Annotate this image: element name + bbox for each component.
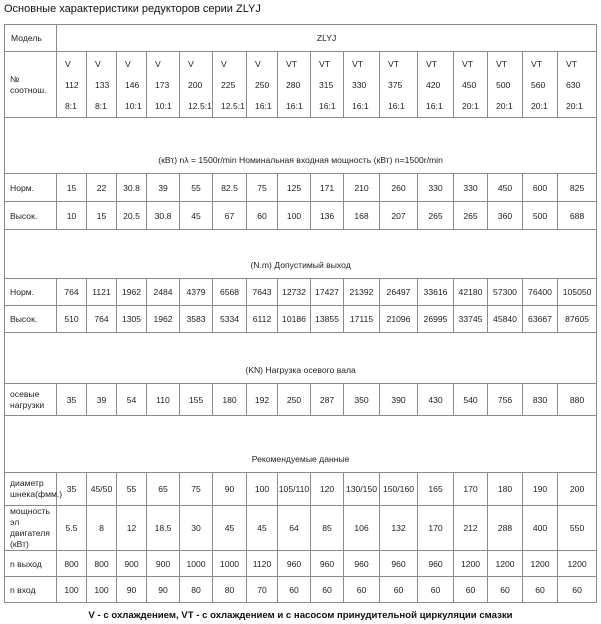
- table-cell: 800: [87, 551, 117, 577]
- table-cell: 33616: [418, 279, 454, 306]
- model-size: 280: [286, 79, 301, 90]
- table-cell: 17115: [344, 306, 380, 333]
- table-cell: 60: [488, 577, 523, 603]
- table-cell: 212: [454, 506, 488, 551]
- model-size: 225: [221, 79, 236, 90]
- model-ratio: 12.5:1: [188, 100, 212, 111]
- table-cell: 132: [380, 506, 418, 551]
- table-cell: 105/110: [278, 473, 311, 506]
- table-cell: 125: [278, 174, 311, 202]
- spec-table: [4, 24, 597, 603]
- table-cell: 80: [180, 577, 213, 603]
- model-size: 112: [65, 79, 79, 90]
- table-cell: 45840: [488, 306, 523, 333]
- table-cell: 110: [147, 384, 180, 416]
- table-cell: 1000: [180, 551, 213, 577]
- model-ratio: 10:1: [125, 100, 142, 111]
- table-cell: 60: [380, 577, 418, 603]
- table-cell: 960: [311, 551, 344, 577]
- model-cell: [523, 52, 558, 118]
- table-cell: 105050: [558, 279, 597, 306]
- model-ratio: 16:1: [352, 100, 369, 111]
- table-cell: 756: [488, 384, 523, 416]
- table-cell: 180: [213, 384, 247, 416]
- model-cell: [380, 52, 418, 118]
- model-cell: [488, 52, 523, 118]
- table-cell: 33745: [454, 306, 488, 333]
- table-cell: 800: [57, 551, 87, 577]
- table-cell: 18.5: [147, 506, 180, 551]
- model-size: 450: [462, 79, 477, 90]
- model-type: V: [95, 58, 101, 69]
- table-cell: 136: [311, 202, 344, 230]
- table-cell: 1200: [523, 551, 558, 577]
- section-torque: (N.m) Допустимый выход: [5, 230, 597, 279]
- table-cell: 10186: [278, 306, 311, 333]
- table-cell: 155: [180, 384, 213, 416]
- model-type: V: [125, 58, 131, 69]
- table-cell: 75: [180, 473, 213, 506]
- model-ratio: 12.5:1: [221, 100, 245, 111]
- table-row: [5, 577, 597, 603]
- table-cell: 13855: [311, 306, 344, 333]
- table-cell: 764: [87, 306, 117, 333]
- table-row: [5, 384, 597, 416]
- table-cell: 64: [278, 506, 311, 551]
- row-label: n вход: [5, 577, 57, 603]
- table-cell: 1962: [117, 279, 147, 306]
- table-cell: 390: [380, 384, 418, 416]
- table-cell: 35: [57, 473, 87, 506]
- table-cell: 265: [418, 202, 454, 230]
- model-cell: [247, 52, 278, 118]
- row-label: Высок.: [5, 306, 57, 333]
- section-axial-row: [5, 333, 597, 384]
- table-cell: 168: [344, 202, 380, 230]
- table-cell: 880: [558, 384, 597, 416]
- model-size: 630: [566, 79, 581, 90]
- table-cell: 21096: [380, 306, 418, 333]
- section-power-row: [5, 118, 597, 174]
- model-cell: [117, 52, 147, 118]
- table-cell: 100: [247, 473, 278, 506]
- table-cell: 1200: [454, 551, 488, 577]
- table-cell: 900: [117, 551, 147, 577]
- model-size: 500: [496, 79, 511, 90]
- table-cell: 7643: [247, 279, 278, 306]
- model-ratio: 16:1: [286, 100, 303, 111]
- table-cell: 1000: [213, 551, 247, 577]
- table-cell: 100: [57, 577, 87, 603]
- table-cell: 15: [57, 174, 87, 202]
- model-ratio: 16:1: [255, 100, 272, 111]
- table-cell: 6568: [213, 279, 247, 306]
- table-cell: 260: [380, 174, 418, 202]
- table-cell: 60: [558, 577, 597, 603]
- model-type: VT: [426, 58, 437, 69]
- table-cell: 70: [247, 577, 278, 603]
- table-cell: 8: [87, 506, 117, 551]
- table-row: [5, 202, 597, 230]
- table-cell: 87605: [558, 306, 597, 333]
- model-ratio: 16:1: [388, 100, 405, 111]
- section-torque-row: [5, 230, 597, 279]
- table-cell: 60: [278, 577, 311, 603]
- model-ratio: 8:1: [95, 100, 107, 111]
- model-row: [5, 52, 597, 118]
- table-cell: 26497: [380, 279, 418, 306]
- table-cell: 55: [180, 174, 213, 202]
- header-model-row: [5, 25, 597, 52]
- table-cell: 171: [311, 174, 344, 202]
- table-cell: 45: [213, 506, 247, 551]
- table-cell: 450: [488, 174, 523, 202]
- model-ratio: 20:1: [496, 100, 513, 111]
- table-cell: 150/160: [380, 473, 418, 506]
- model-ratio: 16:1: [426, 100, 443, 111]
- table-cell: 26995: [418, 306, 454, 333]
- table-row: [5, 174, 597, 202]
- table-cell: 350: [344, 384, 380, 416]
- table-cell: 688: [558, 202, 597, 230]
- model-type: VT: [388, 58, 399, 69]
- table-row: [5, 551, 597, 577]
- table-cell: 22: [87, 174, 117, 202]
- table-cell: 12732: [278, 279, 311, 306]
- table-cell: 60: [344, 577, 380, 603]
- section-recommended: Рекомендуемые данные: [5, 416, 597, 473]
- table-cell: 165: [418, 473, 454, 506]
- table-cell: 288: [488, 506, 523, 551]
- model-cell: [147, 52, 180, 118]
- table-cell: 287: [311, 384, 344, 416]
- model-cell: [180, 52, 213, 118]
- table-row: [5, 473, 597, 506]
- model-type: VT: [531, 58, 542, 69]
- table-cell: 500: [523, 202, 558, 230]
- table-cell: 900: [147, 551, 180, 577]
- table-cell: 1962: [147, 306, 180, 333]
- model-label: Модель: [5, 25, 57, 52]
- model-size: 133: [95, 79, 110, 90]
- table-cell: 17427: [311, 279, 344, 306]
- model-cell: [278, 52, 311, 118]
- table-cell: 170: [418, 506, 454, 551]
- table-cell: 250: [278, 384, 311, 416]
- table-cell: 180: [488, 473, 523, 506]
- table-cell: 85: [311, 506, 344, 551]
- table-cell: 192: [247, 384, 278, 416]
- row-label: Норм.: [5, 279, 57, 306]
- table-cell: 45: [180, 202, 213, 230]
- row-label: диаметр шнека(фмм.): [5, 473, 57, 506]
- table-cell: 60: [247, 202, 278, 230]
- table-cell: 1200: [558, 551, 597, 577]
- table-cell: 100: [87, 577, 117, 603]
- table-cell: 90: [213, 473, 247, 506]
- table-cell: 3583: [180, 306, 213, 333]
- table-cell: 120: [311, 473, 344, 506]
- table-cell: 207: [380, 202, 418, 230]
- table-cell: 100: [278, 202, 311, 230]
- table-cell: 825: [558, 174, 597, 202]
- table-row: [5, 279, 597, 306]
- table-cell: 21392: [344, 279, 380, 306]
- table-row: [5, 506, 597, 551]
- table-cell: 54: [117, 384, 147, 416]
- table-cell: 5334: [213, 306, 247, 333]
- table-cell: 170: [454, 473, 488, 506]
- row-label: n выход: [5, 551, 57, 577]
- table-cell: 42180: [454, 279, 488, 306]
- model-type: V: [65, 58, 71, 69]
- model-ratio: 20:1: [531, 100, 548, 111]
- ratio-label: № соотнош.: [5, 52, 57, 118]
- table-cell: 960: [344, 551, 380, 577]
- model-size: 330: [352, 79, 367, 90]
- table-cell: 15: [87, 202, 117, 230]
- row-label: мощность эл двигателя (кВт): [5, 506, 57, 551]
- footer-note: V - с охлаждением, VT - с охлаждением и с насосом принудительной циркуляции смазки: [88, 610, 513, 621]
- model-type: VT: [462, 58, 473, 69]
- table-cell: 90: [147, 577, 180, 603]
- table-row: [5, 306, 597, 333]
- model-cell: [558, 52, 597, 118]
- table-cell: 90: [117, 577, 147, 603]
- table-cell: 550: [558, 506, 597, 551]
- table-cell: 1120: [247, 551, 278, 577]
- model-type: VT: [319, 58, 330, 69]
- table-cell: 400: [523, 506, 558, 551]
- table-cell: 830: [523, 384, 558, 416]
- table-cell: 60: [454, 577, 488, 603]
- table-cell: 65: [147, 473, 180, 506]
- table-cell: 80: [213, 577, 247, 603]
- table-cell: 45: [247, 506, 278, 551]
- table-cell: 430: [418, 384, 454, 416]
- table-cell: 4379: [180, 279, 213, 306]
- model-ratio: 10:1: [155, 100, 172, 111]
- table-cell: 30.8: [117, 174, 147, 202]
- model-size: 420: [426, 79, 441, 90]
- table-cell: 1305: [117, 306, 147, 333]
- section-power: (кВт) nλ = 1500r/min Номинальная входная мощность (кВт) n=1500r/min: [5, 118, 597, 174]
- table-cell: 60: [523, 577, 558, 603]
- model-ratio: 20:1: [462, 100, 479, 111]
- table-cell: 130/150: [344, 473, 380, 506]
- table-cell: 39: [87, 384, 117, 416]
- table-cell: 55: [117, 473, 147, 506]
- model-type: VT: [566, 58, 577, 69]
- model-cell: [57, 52, 87, 118]
- table-cell: 6112: [247, 306, 278, 333]
- table-cell: 30.8: [147, 202, 180, 230]
- model-size: 315: [319, 79, 334, 90]
- model-size: 560: [531, 79, 546, 90]
- model-size: 173: [155, 79, 170, 90]
- page-title: Основные характеристики редукторов серии ZLYJ: [4, 3, 261, 15]
- table-cell: 5.5: [57, 506, 87, 551]
- table-cell: 510: [57, 306, 87, 333]
- model-size: 375: [388, 79, 403, 90]
- model-type: V: [188, 58, 194, 69]
- table-cell: 12: [117, 506, 147, 551]
- table-cell: 30: [180, 506, 213, 551]
- table-cell: 60: [311, 577, 344, 603]
- row-label: Норм.: [5, 174, 57, 202]
- table-cell: 960: [418, 551, 454, 577]
- model-ratio: 20:1: [566, 100, 583, 111]
- row-label: осевые нагрузки: [5, 384, 57, 416]
- table-cell: 210: [344, 174, 380, 202]
- table-cell: 330: [454, 174, 488, 202]
- table-cell: 76400: [523, 279, 558, 306]
- table-cell: 20.5: [117, 202, 147, 230]
- model-cell: [87, 52, 117, 118]
- table-cell: 67: [213, 202, 247, 230]
- model-cell: [344, 52, 380, 118]
- model-size: 250: [255, 79, 270, 90]
- series-name: ZLYJ: [57, 25, 597, 52]
- table-cell: 60: [418, 577, 454, 603]
- model-type: V: [155, 58, 161, 69]
- table-cell: 190: [523, 473, 558, 506]
- model-type: V: [221, 58, 227, 69]
- table-cell: 330: [418, 174, 454, 202]
- table-cell: 57300: [488, 279, 523, 306]
- model-type: VT: [496, 58, 507, 69]
- model-cell: [311, 52, 344, 118]
- section-axial: (KN) Нагрузка осевого вала: [5, 333, 597, 384]
- table-cell: 200: [558, 473, 597, 506]
- table-cell: 63667: [523, 306, 558, 333]
- table-cell: 360: [488, 202, 523, 230]
- table-cell: 265: [454, 202, 488, 230]
- table-cell: 82.5: [213, 174, 247, 202]
- section-recommended-row: [5, 416, 597, 473]
- row-label: Высок.: [5, 202, 57, 230]
- table-cell: 600: [523, 174, 558, 202]
- model-type: VT: [352, 58, 363, 69]
- table-cell: 764: [57, 279, 87, 306]
- table-cell: 2484: [147, 279, 180, 306]
- model-type: VT: [286, 58, 297, 69]
- table-cell: 35: [57, 384, 87, 416]
- model-cell: [454, 52, 488, 118]
- model-size: 146: [125, 79, 140, 90]
- table-cell: 75: [247, 174, 278, 202]
- model-ratio: 8:1: [65, 100, 77, 111]
- table-cell: 39: [147, 174, 180, 202]
- table-cell: 960: [278, 551, 311, 577]
- table-cell: 540: [454, 384, 488, 416]
- model-cell: [213, 52, 247, 118]
- table-cell: 106: [344, 506, 380, 551]
- model-ratio: 16:1: [319, 100, 336, 111]
- model-size: 200: [188, 79, 203, 90]
- table-cell: 1200: [488, 551, 523, 577]
- table-cell: 1121: [87, 279, 117, 306]
- table-cell: 10: [57, 202, 87, 230]
- table-cell: 960: [380, 551, 418, 577]
- model-type: V: [255, 58, 261, 69]
- table-cell: 45/50: [87, 473, 117, 506]
- model-cell: [418, 52, 454, 118]
